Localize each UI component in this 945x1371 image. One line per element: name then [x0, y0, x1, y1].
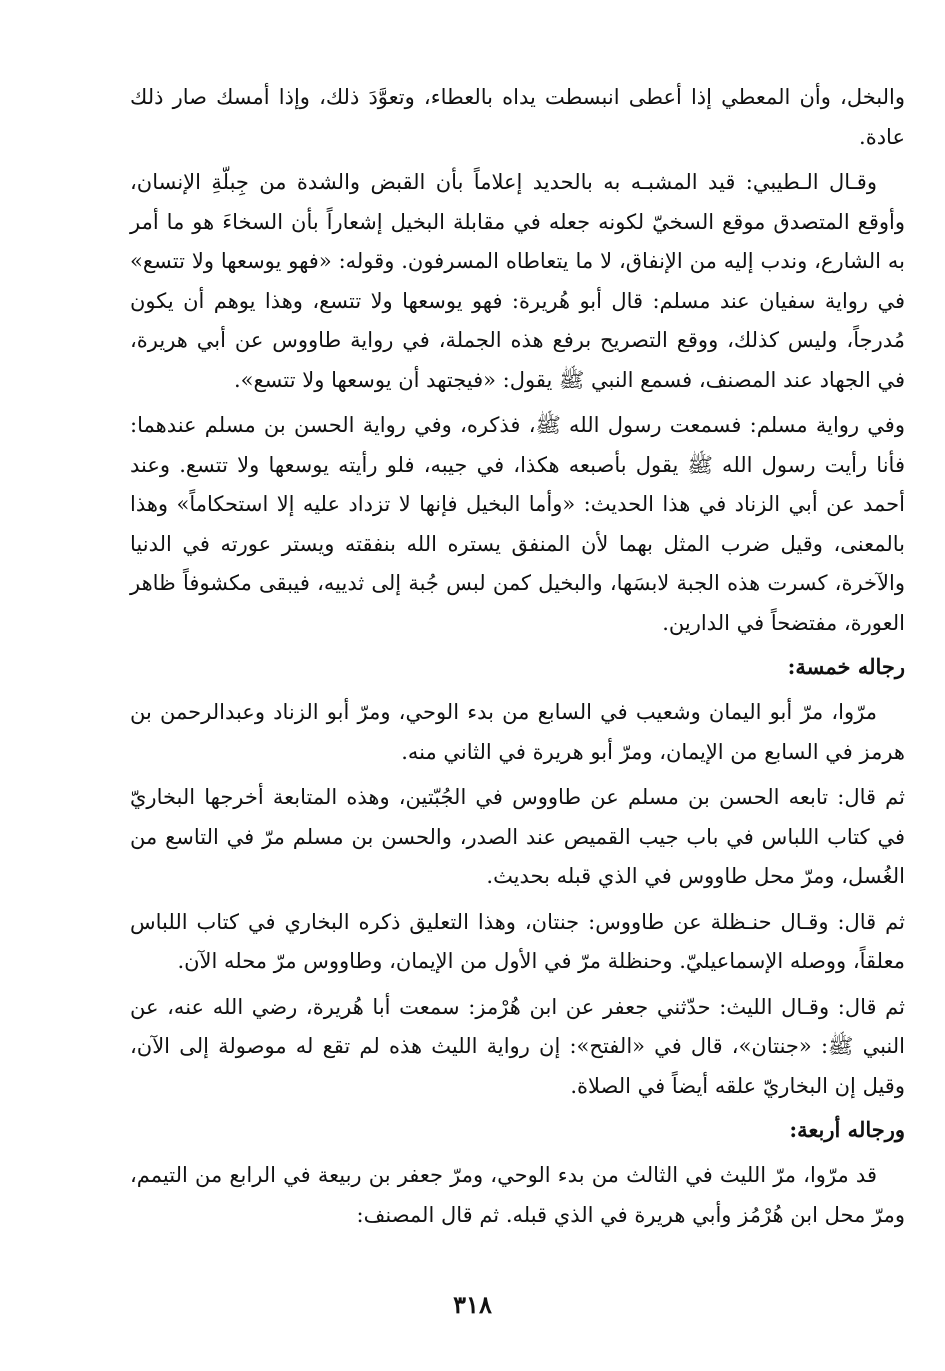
paragraph-2: وقـال الـطيبي: قيد المشبـه به بالحديد إعلاماً بأن القبض والشدة من جِبلّةِ الإنسان، وأوقع المتصدق موقع السخيّ لكونه جعله في مقابلة البخيل إشعاراً بأن السخاءَ هو ما أمر به الشارع، وندب إليه من الإنفاق، لا ما يتعاطاه المسرفون. وقوله: «فهو يوسعها ولا تتسع» في رواية سفيان عند مسلم: قال أبو هُريرة: فهو يوسعها ولا تتسع، وهذا يوهم أن يكون مُدرجاً، وليس كذلك، ووقع التصريح برفع هذه الجملة، في رواية طاووس عن أبي هريرة، في الجهاد عند المصنف، فسمع النبي ﷺ يقول: «فيجتهد أن يوسعها ولا تتسع».: [130, 170, 905, 392]
paragraph-5: ثم قال: تابعه الحسن بن مسلم عن طاووس في الجُبّتين، وهذه المتابعة أخرجها البخاريّ في كتاب اللباس في باب جيب القميص عند الصدر، والحسن بن مسلم مرّ في التاسع من الغُسل، ومرّ محل طاووس في الذي قبله بحديث.: [130, 785, 905, 888]
section-heading-men-four: ورجاله أربعة:: [789, 1117, 905, 1142]
paragraph-8: قد مرّوا، مرّ الليث في الثالث من بدء الوحي، ومرّ جعفر بن ربيعة في الرابع من التيمم، ومرّ محل ابن هُرْمُز وأبي هريرة في الذي قبله. ثم قال المصنف:: [130, 1163, 905, 1227]
page-body: [130, 78, 905, 1241]
paragraph-3: وفي رواية مسلم: فسمعت رسول الله ﷺ، فذكره، وفي رواية الحسن بن مسلم عندهما: فأنا رأيت رسول الله ﷺ يقول بأصبعه هكذا، في جيبه، فلو رأيته يوسعها ولا تتسع. وعند أحمد عن أبي الزناد في هذا الحديث: «وأما البخيل فإنها لا تزداد عليه إلا استحكاماً» وهذا بالمعنى، وقيل ضرب المثل بهما لأن المنفق يستره الله بنفقته ويستر عورته في الدنيا والآخرة، كسرت هذه الجبة لابسَها، والبخيل كمن لبس جُبة إلى ثدييه، فيبقى مكشوفاً ظاهر العورة، مفتضحاً في الدارين.: [130, 413, 905, 635]
page-number: ٣١٨: [453, 1290, 492, 1319]
paragraph-4: مرّوا، مرّ أبو اليمان وشعيب في السابع من بدء الوحي، ومرّ أبو الزناد وعبدالرحمن بن هرمز في السابع من الإيمان، ومرّ أبو هريرة في الثاني منه.: [130, 700, 905, 764]
paragraph-6: ثم قال: وقـال حنـظلة عن طاووس: جنتان، وهذا التعليق ذكره البخاري في كتاب اللباس معلقاً، ووصله الإسماعيليّ. وحنظلة مرّ في الأول من الإيمان، وطاووس مرّ محله الآن.: [130, 909, 905, 973]
section-heading-men-five: رجاله خمسة:: [787, 654, 905, 679]
paragraph-1: والبخل، وأن المعطي إذا أعطى انبسطت يداه بالعطاء، وتعوَّدَ ذلك، وإذا أمسك صار ذلك عادة.: [130, 85, 905, 149]
paragraph-7: ثم قال: وقـال الليث: حدّثني جعفر عن ابن هُرْمز: سمعت أبا هُريرة، رضي الله عنه، عن النبي ﷺ: «جنتان»، قال في «الفتح»: إن رواية الليث هذه لم تقع له موصولة إلى الآن، وقيل إن البخاريّ علقه أيضاً في الصلاة.: [130, 994, 905, 1098]
